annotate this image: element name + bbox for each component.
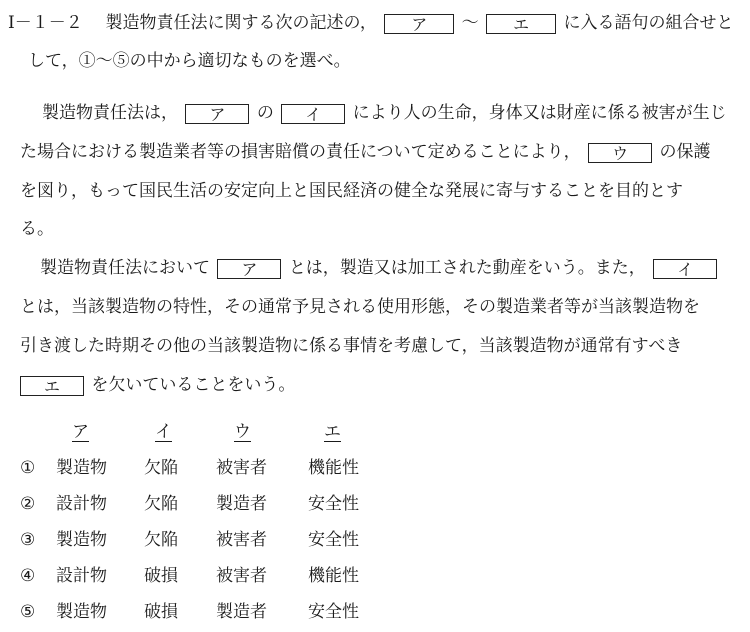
para1-text-start: 製造物責任法は， <box>42 103 178 123</box>
choice-number: ① <box>20 458 36 478</box>
table-cell: 機能性 <box>308 566 359 586</box>
table-cell: 被害者 <box>216 566 267 586</box>
choice-number: ⑤ <box>20 602 36 622</box>
header-u: ウ <box>234 422 251 442</box>
table-cell: 製造者 <box>216 494 267 514</box>
table-cell: 破損 <box>144 602 178 622</box>
table-cell: 欠陥 <box>144 494 178 514</box>
table-cell: 被害者 <box>216 530 267 550</box>
table-cell: 破損 <box>144 566 178 586</box>
para1-text-no: の <box>256 103 274 123</box>
table-cell: 安全性 <box>308 530 359 550</box>
para1-line-4: る。 <box>20 219 54 239</box>
para2-text-start: 製造物責任法において <box>40 258 210 278</box>
para1-text-l2: た場合における製造業者等の損害賠償の責任について定めることにより， <box>20 142 581 162</box>
para1-line-3: を図り，もって国民生活の安定向上と国民経済の健全な発展に寄与することを目的とす <box>20 181 683 201</box>
para1-text-end: により人の生命，身体又は財産に係る被害が生じ <box>352 103 727 123</box>
table-cell: 安全性 <box>308 602 359 622</box>
para2-text-end: を欠いていることをいう。 <box>91 375 296 395</box>
header-i: イ <box>155 422 172 442</box>
para2-line-4 <box>20 374 295 396</box>
blank-i: イ <box>281 104 345 124</box>
question-number: Ⅰ－１－２ <box>8 13 83 33</box>
header-a: ア <box>72 422 89 442</box>
para1-line-2 <box>20 141 710 163</box>
para2-line-2: とは，当該製造物の特性，その通常予見される使用形態，その製造業者等が当該製造物を <box>20 297 700 317</box>
table-cell: 製造者 <box>216 602 267 622</box>
table-cell: 設計物 <box>56 566 107 586</box>
choice-number: ④ <box>20 566 36 586</box>
para2-line-3: 引き渡した時期その他の当該製造物に係る事情を考慮して，当該製造物が通常有すべき <box>20 336 683 356</box>
blank-a: ア <box>384 14 454 34</box>
table-cell: 製造物 <box>56 602 107 622</box>
para2-text-mid: とは，製造又は加工された動産をいう。また， <box>288 258 646 278</box>
table-cell: 設計物 <box>56 494 107 514</box>
question-line-2: して，①～⑤の中から適切なものを選べ。 <box>28 51 351 71</box>
range-separator: ～ <box>461 13 479 33</box>
question-text-b: に入る語句の組合せと <box>563 13 734 33</box>
question-header <box>8 12 733 34</box>
blank-e: エ <box>486 14 556 34</box>
table-cell: 製造物 <box>56 530 107 550</box>
blank-a: ア <box>185 104 249 124</box>
blank-i: イ <box>653 259 717 279</box>
para1-text-l2-end: の保護 <box>659 142 711 162</box>
para1-line-1 <box>42 102 727 124</box>
table-cell: 欠陥 <box>144 458 178 478</box>
choice-number: ③ <box>20 530 36 550</box>
blank-a: ア <box>217 259 281 279</box>
question-text-a: 製造物責任法に関する次の記述の， <box>105 13 377 33</box>
choice-number: ② <box>20 494 36 514</box>
table-cell: 製造物 <box>56 458 107 478</box>
blank-e: エ <box>20 376 84 396</box>
para2-line-1 <box>40 257 719 279</box>
table-cell: 欠陥 <box>144 530 178 550</box>
blank-u: ウ <box>588 143 652 163</box>
table-cell: 機能性 <box>308 458 359 478</box>
table-cell: 被害者 <box>216 458 267 478</box>
header-e: エ <box>324 422 341 442</box>
table-cell: 安全性 <box>308 494 359 514</box>
